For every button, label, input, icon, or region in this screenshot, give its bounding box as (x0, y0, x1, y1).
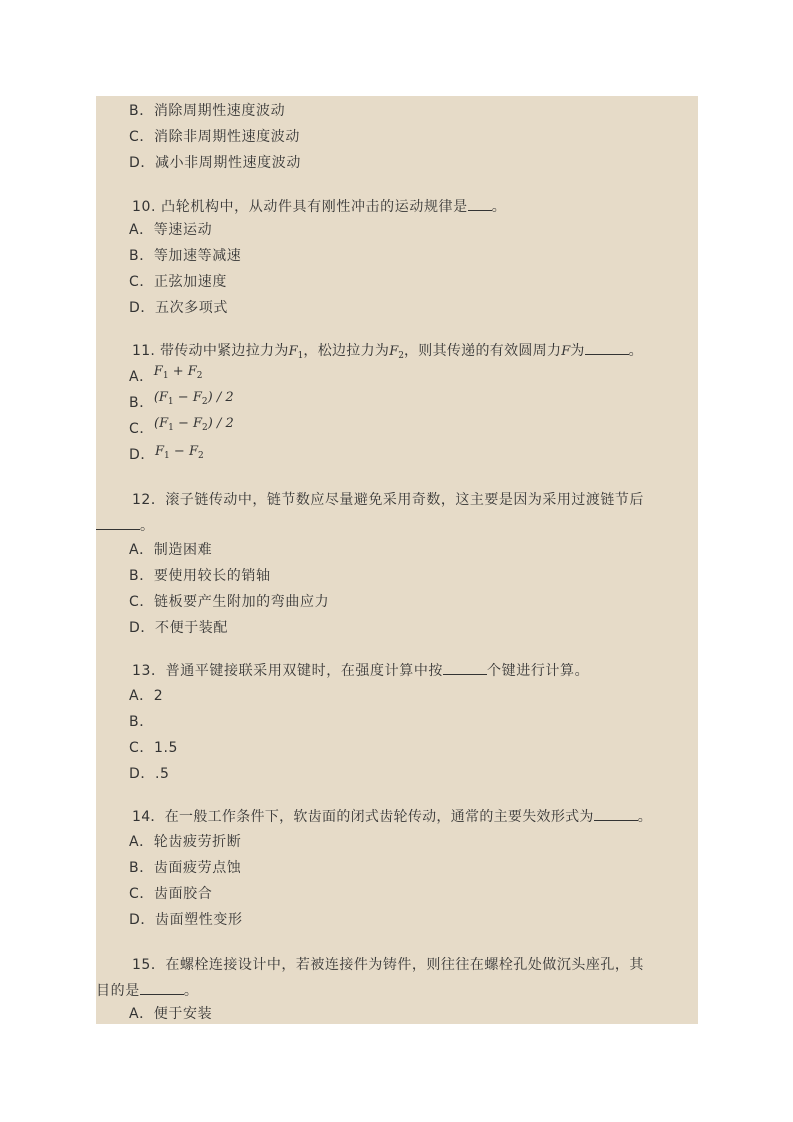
q13-option-d: D．.5 (129, 766, 170, 782)
q10-option-c: C．正弦加速度 (129, 274, 227, 290)
symbol-f1: $F_1$ (288, 344, 304, 361)
formula-diff: $F_1 - F_2$ (154, 444, 204, 461)
q14-option-c: C．齿面胶合 (129, 886, 213, 902)
q12-option-d: D．不便于装配 (129, 620, 228, 636)
q10-stem: 10. 凸轮机构中，从动件具有刚性冲击的运动规律是 。 (132, 199, 507, 215)
q13-option-a: A．2 (129, 688, 164, 704)
q13-option-c: C．1.5 (129, 740, 179, 756)
formula-sum: $F_1 + F_2$ (153, 364, 203, 381)
answer-blank (443, 662, 487, 675)
answer-blank (594, 808, 638, 821)
answer-blank (585, 342, 629, 355)
q15-stem: 15．在螺栓连接设计中，若被连接件为铸件，则往往在螺栓孔处做沉头座孔，其 (132, 957, 644, 973)
answer-blank (96, 517, 140, 530)
q10-option-a: A．等速运动 (129, 222, 213, 238)
q12-option-c: C．链板要产生附加的弯曲应力 (129, 594, 330, 610)
answer-blank (468, 198, 492, 211)
q12-stem: 12．滚子链传动中，链节数应尽量避免采用奇数，这主要是因为采用过渡链节后 (132, 492, 644, 508)
q11-option-d: D．$F_1 - F_2$ (129, 444, 204, 463)
q15-option-a: A．便于安装 (129, 1006, 213, 1022)
q12-option-b: B．要使用较长的销轴 (129, 568, 271, 584)
answer-blank (140, 982, 184, 995)
q11-option-a: A．$F_1 + F_2$ (129, 364, 203, 385)
q14-option-b: B．齿面疲劳点蚀 (129, 860, 242, 876)
formula-diff-half-alt: $(F_1 - F_2) / 2$ (153, 416, 234, 433)
q12-option-a: A．制造困难 (129, 542, 213, 558)
q13-option-b: B． (129, 714, 154, 730)
q13-stem: 13．普通平键接联采用双键时，在强度计算中按 个键进行计算。 (132, 663, 590, 679)
document-page (96, 96, 698, 1024)
q10-option-b: B．等加速等减速 (129, 248, 242, 264)
q15-stem-continued: 目的是 。 (96, 983, 199, 999)
q9-option-b: B．消除周期性速度波动 (129, 103, 286, 119)
q9-option-c: C．消除非周期性速度波动 (129, 129, 300, 145)
q12-stem-continued: 。 (96, 517, 155, 535)
q11-option-c: C．$(F_1 - F_2) / 2$ (129, 416, 234, 437)
q11-option-b: B．$(F_1 - F_2) / 2$ (129, 390, 234, 411)
symbol-f2: $F_2$ (389, 344, 404, 361)
q10-option-d: D．五次多项式 (129, 300, 228, 316)
q14-stem: 14．在一般工作条件下，软齿面的闭式齿轮传动，通常的主要失效形式为 。 (132, 809, 653, 825)
formula-diff-half: $(F_1 - F_2) / 2$ (153, 390, 234, 407)
q14-option-a: A．轮齿疲劳折断 (129, 834, 242, 850)
q9-option-d: D．减小非周期性速度波动 (129, 155, 301, 171)
symbol-f: F (561, 344, 571, 359)
q14-option-d: D．齿面塑性变形 (129, 912, 243, 928)
q11-stem: 11. 带传动中紧边拉力为$F_1$，松边拉力为$F_2$，则其传递的有效圆周力F为 。 (132, 343, 643, 361)
